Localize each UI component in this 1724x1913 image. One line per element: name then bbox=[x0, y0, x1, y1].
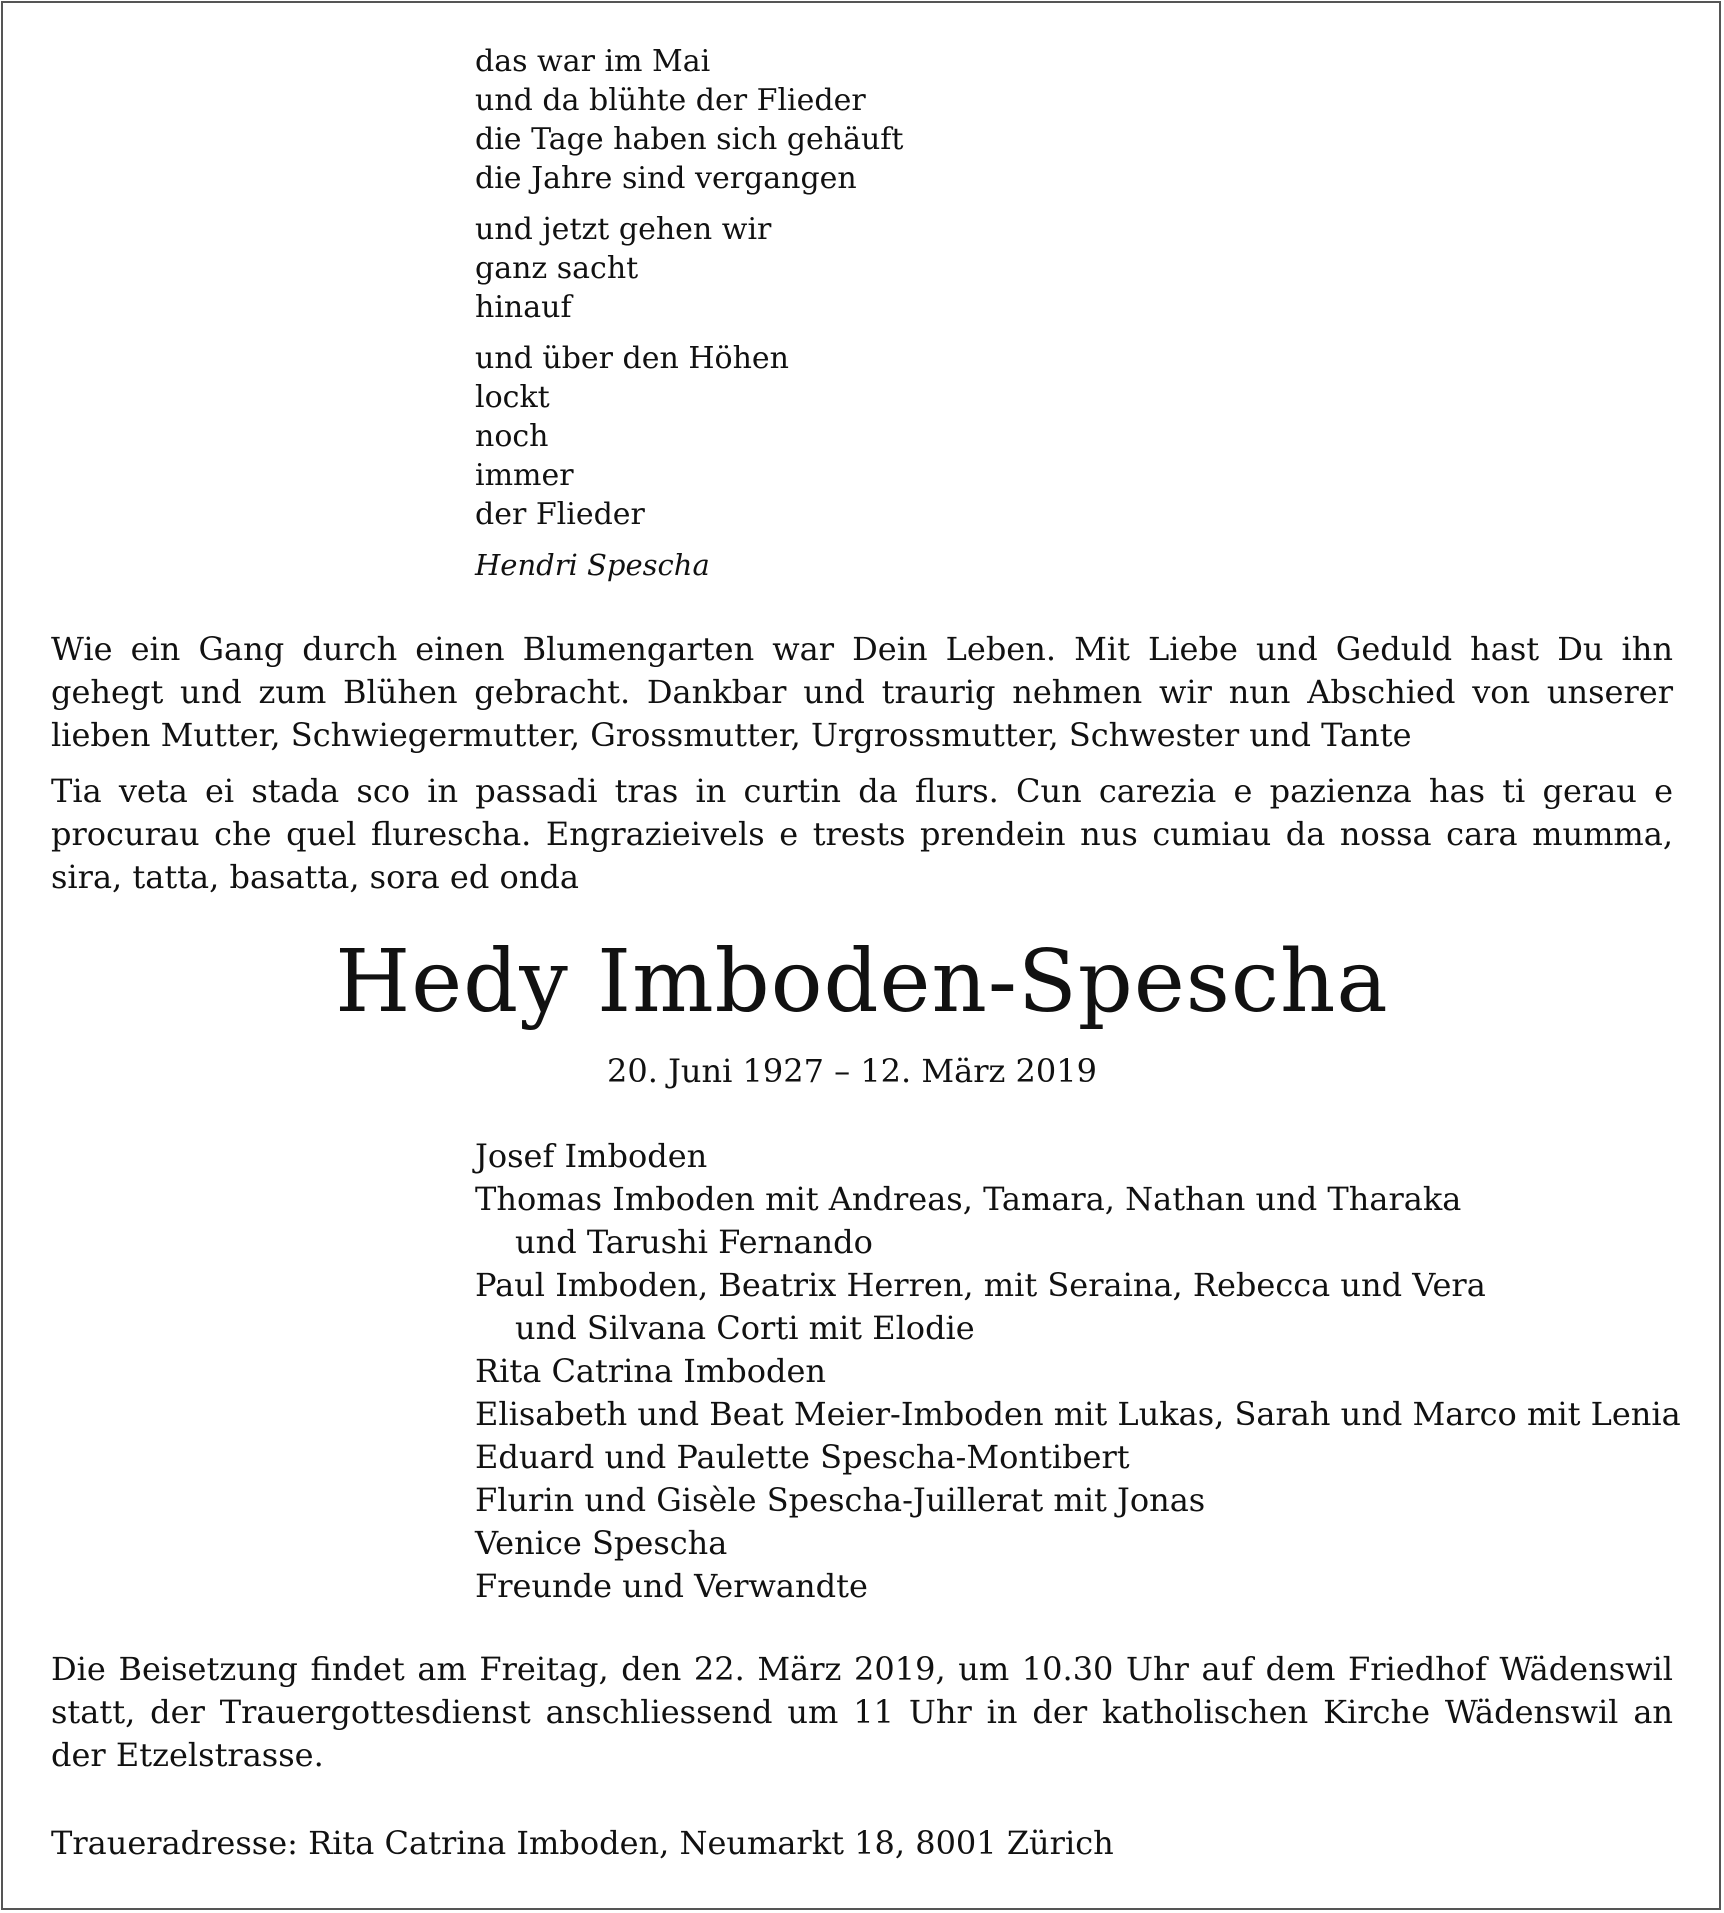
poem-line: das war im Mai bbox=[475, 44, 711, 79]
mourner-line: und Silvana Corti mit Elodie bbox=[515, 1309, 975, 1347]
mourner-line: Freunde und Verwandte bbox=[475, 1567, 868, 1605]
funeral-notice: Die Beisetzung findet am Freitag, den 22. März 2019, um 10.30 Uhr auf dem Friedhof Wädenswil statt, der Trauergottesdienst anschliessend um 11 Uhr in der katholischen Kirche Wädenswil an der Etzelstrasse. bbox=[51, 1650, 1673, 1774]
mourner-line: Josef Imboden bbox=[475, 1137, 708, 1175]
mourner-line: Paul Imboden, Beatrix Herren, mit Seraina, Rebecca und Vera bbox=[475, 1266, 1486, 1304]
poem-line: die Tage haben sich gehäuft bbox=[475, 122, 904, 157]
poem-line: lockt bbox=[475, 380, 550, 415]
poem bbox=[475, 42, 903, 585]
mourner-line: Eduard und Paulette Spescha-Montibert bbox=[475, 1438, 1130, 1476]
mourners-list bbox=[475, 1135, 1681, 1608]
poem-line: die Jahre sind vergangen bbox=[475, 161, 857, 196]
intro-romansh: Tia veta ei stada sco in passadi tras in curtin da flurs. Cun carezia e pazienza has ti gerau e procurau che quel flurescha. Engrazieivels e trests prendein nus cumiau da nossa cara mumma, sira, tatta, basatta, sora ed onda bbox=[51, 772, 1673, 896]
poem-line: ganz sacht bbox=[475, 251, 639, 286]
mourner-line: Flurin und Gisèle Spescha-Juillerat mit Jonas bbox=[475, 1481, 1206, 1519]
mourner-line: und Tarushi Fernando bbox=[515, 1223, 873, 1261]
deceased-dates: 20. Juni 1927 – 12. März 2019 bbox=[607, 1052, 1097, 1090]
poem-stanza-1 bbox=[475, 42, 903, 198]
poem-line: hinauf bbox=[475, 290, 572, 325]
poem-line: immer bbox=[475, 458, 574, 493]
poem-line: und jetzt gehen wir bbox=[475, 212, 772, 247]
poem-line: und da blühte der Flieder bbox=[475, 83, 866, 118]
mourner-line: Thomas Imboden mit Andreas, Tamara, Nathan und Tharaka bbox=[475, 1180, 1462, 1218]
mourner-line: Venice Spescha bbox=[475, 1524, 728, 1562]
poem-stanza-2 bbox=[475, 210, 903, 327]
deceased-name: Hedy Imboden-Spescha bbox=[335, 932, 1389, 1032]
poem-line: noch bbox=[475, 419, 549, 454]
poem-line: und über den Höhen bbox=[475, 341, 789, 376]
mourner-line: Elisabeth und Beat Meier-Imboden mit Lukas, Sarah und Marco mit Lenia bbox=[475, 1395, 1681, 1433]
poem-line: der Flieder bbox=[475, 497, 645, 532]
mourner-line: Rita Catrina Imboden bbox=[475, 1352, 827, 1390]
mourning-address: Traueradresse: Rita Catrina Imboden, Neumarkt 18, 8001 Zürich bbox=[51, 1824, 1114, 1862]
poem-author: Hendri Spescha bbox=[475, 548, 710, 582]
poem-stanza-3 bbox=[475, 339, 903, 534]
intro-german: Wie ein Gang durch einen Blumengarten war Dein Leben. Mit Liebe und Geduld hast Du ihn gehegt und zum Blühen gebracht. Dankbar und traurig nehmen wir nun Abschied von unserer lieben Mutter, Schwiegermutter, Grossmutter, Urgrossmutter, Schwester und Tante bbox=[51, 630, 1673, 754]
